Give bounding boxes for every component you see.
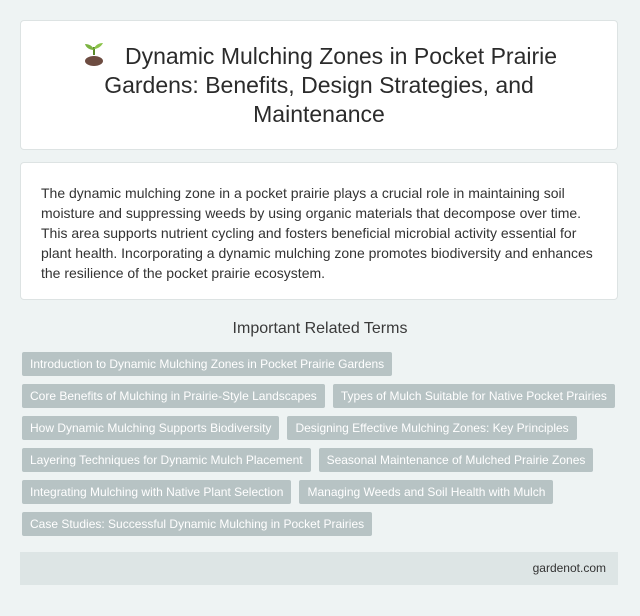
footer bbox=[20, 552, 618, 585]
related-term-tag[interactable]: Core Benefits of Mulching in Prairie-Style Landscapes bbox=[22, 384, 325, 408]
tag-row bbox=[22, 448, 622, 472]
page-title bbox=[61, 41, 577, 129]
related-term-tag[interactable]: Managing Weeds and Soil Health with Mulch bbox=[299, 480, 553, 504]
related-terms-list bbox=[22, 352, 622, 544]
footer-site-link[interactable]: gardenot.com bbox=[532, 561, 606, 575]
related-term-tag[interactable]: Designing Effective Mulching Zones: Key Principles bbox=[287, 416, 576, 440]
tag-row bbox=[22, 480, 622, 504]
intro-card bbox=[20, 162, 618, 300]
intro-paragraph: The dynamic mulching zone in a pocket prairie plays a crucial role in maintaining soil moisture and suppressing weeds by using organic materials that decompose over time. This area supports nutrient cycling and fosters beneficial microbial activity essential for plant health. Incorporating a dynamic mulching zone promotes biodiversity and enhances the resilience of the pocket prairie ecosystem. bbox=[41, 185, 593, 281]
tag-row bbox=[22, 416, 622, 440]
related-term-tag[interactable]: Case Studies: Successful Dynamic Mulching in Pocket Prairies bbox=[22, 512, 372, 536]
related-term-tag[interactable]: Layering Techniques for Dynamic Mulch Placement bbox=[22, 448, 311, 472]
related-terms-heading: Important Related Terms bbox=[232, 320, 408, 337]
title-card bbox=[20, 20, 618, 150]
page-title-text: Dynamic Mulching Zones in Pocket Prairie Gardens: Benefits, Design Strategies, and Maintenance bbox=[104, 43, 558, 127]
tag-row bbox=[22, 512, 622, 536]
related-term-tag[interactable]: Integrating Mulching with Native Plant Selection bbox=[22, 480, 291, 504]
sprout-icon bbox=[81, 41, 107, 67]
related-term-tag[interactable]: Types of Mulch Suitable for Native Pocket Prairies bbox=[333, 384, 615, 408]
related-term-tag[interactable]: Seasonal Maintenance of Mulched Prairie Zones bbox=[319, 448, 594, 472]
related-term-tag[interactable]: Introduction to Dynamic Mulching Zones in Pocket Prairie Gardens bbox=[22, 352, 392, 376]
related-term-tag[interactable]: How Dynamic Mulching Supports Biodiversity bbox=[22, 416, 279, 440]
tag-row bbox=[22, 352, 622, 376]
tag-row bbox=[22, 384, 622, 408]
